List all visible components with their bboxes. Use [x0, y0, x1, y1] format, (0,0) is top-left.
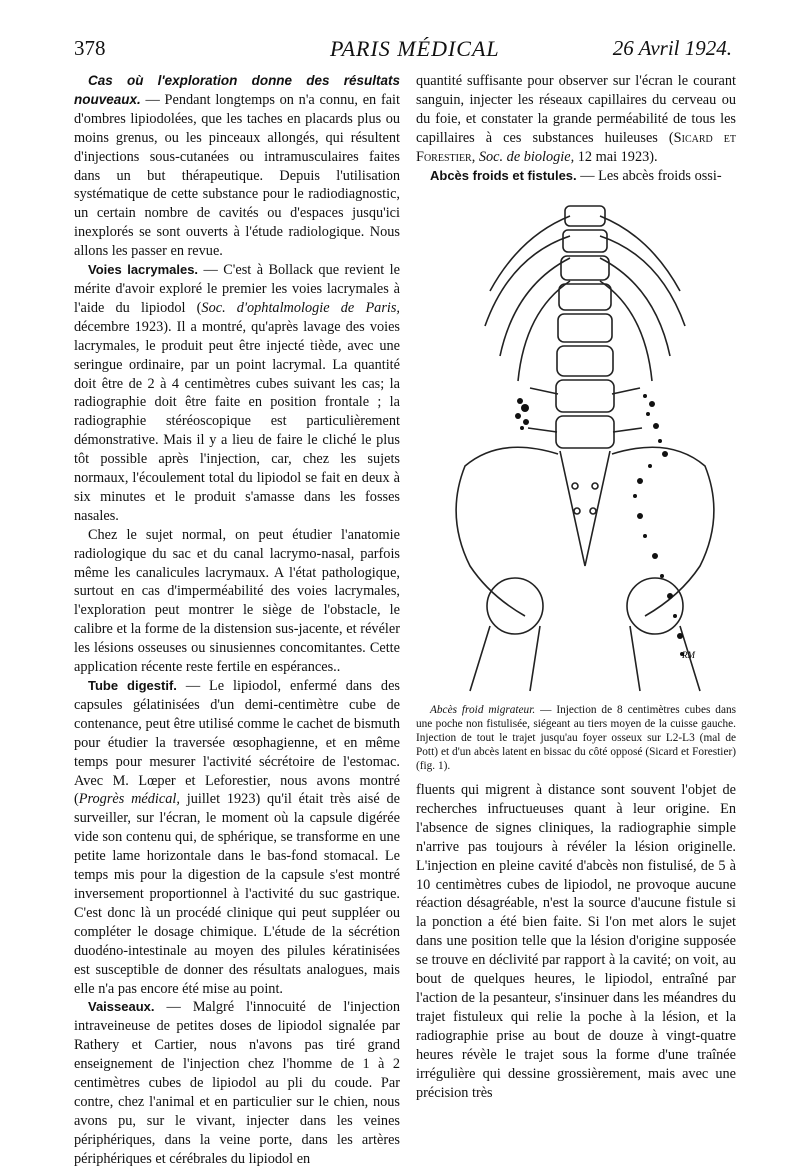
- page-header: [0, 32, 800, 72]
- vertebra: [565, 206, 605, 226]
- paragraph-text: — Le lipiodol, enfermé dans des capsules gélatinisées d'un demi-centimètre cube de contenance, peut être utilisé comme le cachet de bismuth pour étudier la traversée œsophagienne, et en même temps pour mesurer l'activité sécrétoire de l'estomac. Avec M. Lœper et Leforestier, nous avons montré (: [74, 678, 400, 808]
- paragraph-anatomie: [74, 526, 400, 677]
- paragraph-text: — Pendant longtemps on n'a connu, en fait d'ombres lipiodolées, que les taches en placards plus ou moins grenus, ou les pinceaux allongés, qui résultent d'injections sous-cutanées ou intramusculaires faites dans un but thérapeutique. Depuis l'utilisation systématique de cette substance pour le radiodiagnostic, un certain nombre de cavités ou d'espaces jusqu'ici inexplorés se sont ouverts à l'étude radiologique. Nous allons les passer en revue.: [74, 91, 400, 260]
- rib: [485, 236, 570, 326]
- artist-signature: RM: [682, 650, 695, 660]
- iliac-crest-right: [612, 447, 714, 616]
- paragraph-text: — C'est à Bollack que revient le mérite d'avoir exploré le premier les voies lacrymales à l'aide du lipiodol (: [74, 262, 400, 316]
- paragraph-text: 12 mai 1923).: [574, 148, 658, 165]
- caption-text: — Injection de 8 centimètres cubes dans une poche non fistulisée, siégeant au tiers moyen de la cuisse gauche. Injection de tout le trajet jusqu'au foyer osseux sur L2-L3 (mal de Pott) et d'un abcès latent en bissac du côté opposé (Sicard et Forestier) (fig. 1).: [416, 704, 736, 772]
- paragraph-text: quantité suffisante pour observer sur l'écran le courant sanguin, injecter les réseaux capillaires du cerveau ou du foie, et constater la grande perméabilité de tous les capillaires à ces substances huileuses (: [416, 73, 736, 146]
- right-column-top: [416, 72, 736, 185]
- vertebra: [557, 346, 613, 376]
- paragraph-voies-lacrymales: [74, 261, 400, 526]
- rib: [600, 236, 685, 326]
- journal-title: PARIS MÉDICAL: [330, 36, 500, 61]
- paragraph-text: — Les abcès froids ossi-: [576, 167, 722, 184]
- vertebra: [556, 416, 614, 448]
- paragraph-vaisseaux: [74, 998, 400, 1168]
- reference: Soc. d'ophtalmologie de Paris,: [201, 299, 401, 316]
- reference: Progrès médical,: [78, 791, 180, 808]
- paragraph-text: Chez le sujet normal, on peut étudier l'anatomie radiologique du sac et du canal lacrymo-nasal, parfois même les canalicules lacrymaux. A l'état pathologique, surtout en cas d'imperméabilité des voies lacrymales, l'exploration peut montrer le siège de l'obstacle, le calibre et la forme de la distension sus-jacente, et révéler les lésions osseuses ou sinusiennes concomitantes. Cette application récente reste fertile en espérances..: [74, 526, 400, 676]
- issue-date: 26 Avril 1924.: [612, 36, 732, 60]
- spine-pelvis-illustration: [430, 196, 740, 696]
- authors: Sicard et Forestier,: [416, 129, 736, 165]
- section-heading: Vaisseaux.: [88, 999, 155, 1015]
- paragraph-text: fluents qui migrent à distance sont souvent l'objet de recherches infructueuses quant à leur origine. En l'absence de signes cliniques, la radiographie simple n'arrive pas toujours à révéler la lésion originelle. L'injection en pleine cavité d'abcès non fistulisé, de 5 à 10 centimètres cubes de lipiodol, ne provoque aucune réaction désagréable, n'est la source d'aucune fistule si la ponction a été bien faite. Si l'on met alors le sujet dans une position telle que la lésion d'origine supposée se trouve en déclivité par rapport à la cavité; on voit, au bout de quelques heures, le lipiodol, entraîné par l'action de la pesanteur, s'insinuer dans les méandres du trajet fistuleux qui relie la poche à la lésion, et la radiographie prise au bout de douze à vingt-quatre heures révèle le trajet sous la forme d'une traînée irrégulière qui dessine grossièrement, mais avec une précision très: [416, 782, 736, 1101]
- section-heading: Abcès froids et fistules.: [430, 167, 577, 183]
- section-heading: Cas où l'exploration donne des résultats nouveaux.: [74, 73, 400, 107]
- right-column-bottom: [416, 781, 736, 1102]
- femoral-head-right: [627, 578, 683, 634]
- vertebra: [563, 230, 607, 252]
- section-heading: Voies lacrymales.: [88, 262, 199, 278]
- vertebra: [559, 284, 611, 310]
- figure-caption: [416, 703, 736, 773]
- vertebra: [556, 380, 614, 412]
- page-number: 378: [74, 36, 106, 60]
- rib: [600, 216, 680, 291]
- reference: Soc. de biologie,: [475, 148, 575, 165]
- paragraph-tube-digestif: [74, 677, 400, 998]
- paragraph-intro: [74, 72, 400, 261]
- femoral-head-left: [487, 578, 543, 634]
- vertebra: [558, 314, 612, 342]
- paragraph-fluents: [416, 781, 736, 1102]
- paragraph-text: — Malgré l'innocuité de l'injection intraveineuse de petites doses de lipiodol signalée par Rathery et Cartier, nous n'avons pas tiré grand enseignement de l'injection chez l'homme de 1 à 2 centimètres cubes de lipiodol au pli du coude. Par contre, chez l'animal et en particulier sur le chien, nous avons pu, sur le vivant, injecter dans les veines périphériques, dans la veine porte, dans les artères périphériques et cérébrales du lipiodol en: [74, 999, 400, 1167]
- caption-title: Abcès froid migrateur.: [430, 704, 536, 716]
- rib: [490, 216, 570, 291]
- iliac-crest-left: [456, 447, 558, 616]
- sacrum: [560, 451, 610, 566]
- paragraph-continuation: [416, 72, 736, 167]
- left-column: [74, 72, 400, 1169]
- paragraph-abces: [416, 167, 736, 186]
- section-heading: Tube digestif.: [88, 678, 177, 693]
- paragraph-text: décembre 1923). Il a montré, qu'après lavage des voies lacrymales, le produit peut être injecté tiède, avec une seringue ordinaire, par un point lacrymal. La quantité doit être de 2 à 4 centimètres cubes suivant les cas; la radiographie doit être faite en position frontale ; la radiographie stéréoscopique est particulièrement démonstrative. Mais il y a lieu de faire le cliché le plus tôt possible après l'injection, car, chez les sujets normaux, l'écoulement total du lipiodol se fait en deux à six minutes et le produit s'amasse dans les fosses nasales.: [74, 318, 400, 524]
- paragraph-text: juillet 1923) qu'il était très aisé de surveiller, sur l'écran, le moment où la capsule digérée vide son contenu qui, de sphérique, se transforme en une petite lame horizontale dans le bas-fond stomacal. Le temps mis pour la digestion de la capsule s'est montré inversement proportionnel à l'activité du suc gastrique. C'est donc là un procédé clinique qui peut suppléer ou compléter le dosage chimique. L'étude de la sécrétion duodéno-intestinale au moyen des pilules kératinisées est susceptible de donner des résultats analogues, mais elle n'a pas encore été mise au point.: [74, 791, 400, 997]
